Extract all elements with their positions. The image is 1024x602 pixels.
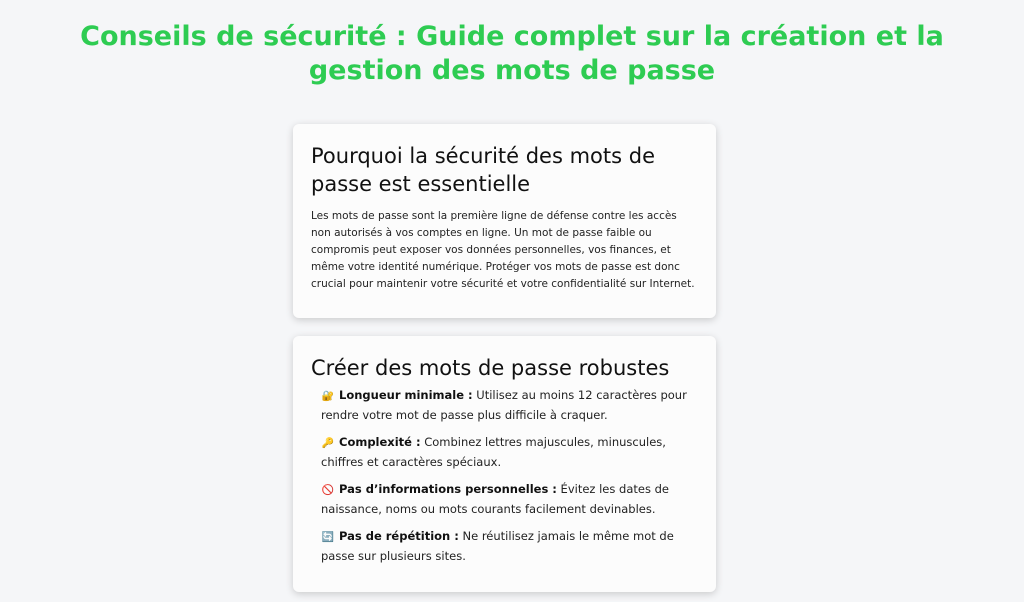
list-item — [321, 527, 698, 565]
section-heading: Créer des mots de passe robustes — [311, 356, 670, 380]
section-card-why-security — [293, 124, 716, 318]
list-item — [321, 386, 698, 424]
tip-text: Évitez les dates de naissance, noms ou mots courants facilement devinables. — [321, 482, 669, 516]
list-item — [321, 480, 698, 518]
section-card-strong-passwords — [293, 336, 716, 592]
list-item — [321, 433, 698, 471]
tip-title: Longueur minimale : — [339, 388, 473, 402]
section-paragraph: Les mots de passe sont la première ligne de défense contre les accès non autorisés à vos comptes en ligne. Un mot de passe faible ou compromis peut exposer vos données personnelles, vos finances, et même votre identité numérique. Protéger vos mots de passe est donc crucial pour maintenir votre sécurité et votre confidentialité sur Internet. — [311, 210, 695, 290]
tip-title: Pas d’informations personnelles : — [339, 482, 557, 496]
tip-text: Ne réutilisez jamais le même mot de passe sur plusieurs sites. — [321, 529, 674, 563]
page-title: Conseils de sécurité : Guide complet sur la création et la gestion des mots de passe — [80, 21, 944, 86]
prohibited-icon: 🚫 — [321, 485, 335, 496]
tip-text: Utilisez au moins 12 caractères pour rendre votre mot de passe plus difficile à craquer. — [321, 388, 687, 422]
lock-icon: 🔐 — [321, 391, 335, 402]
tip-title: Complexité : — [339, 435, 421, 449]
tip-title: Pas de répétition : — [339, 529, 459, 543]
tips-list — [311, 386, 698, 565]
repeat-icon: 🔄 — [321, 532, 335, 543]
section-heading: Pourquoi la sécurité des mots de passe est essentielle — [311, 144, 655, 196]
key-icon: 🔑 — [321, 438, 335, 449]
tip-text: Combinez lettres majuscules, minuscules, chiffres et caractères spéciaux. — [321, 435, 666, 469]
